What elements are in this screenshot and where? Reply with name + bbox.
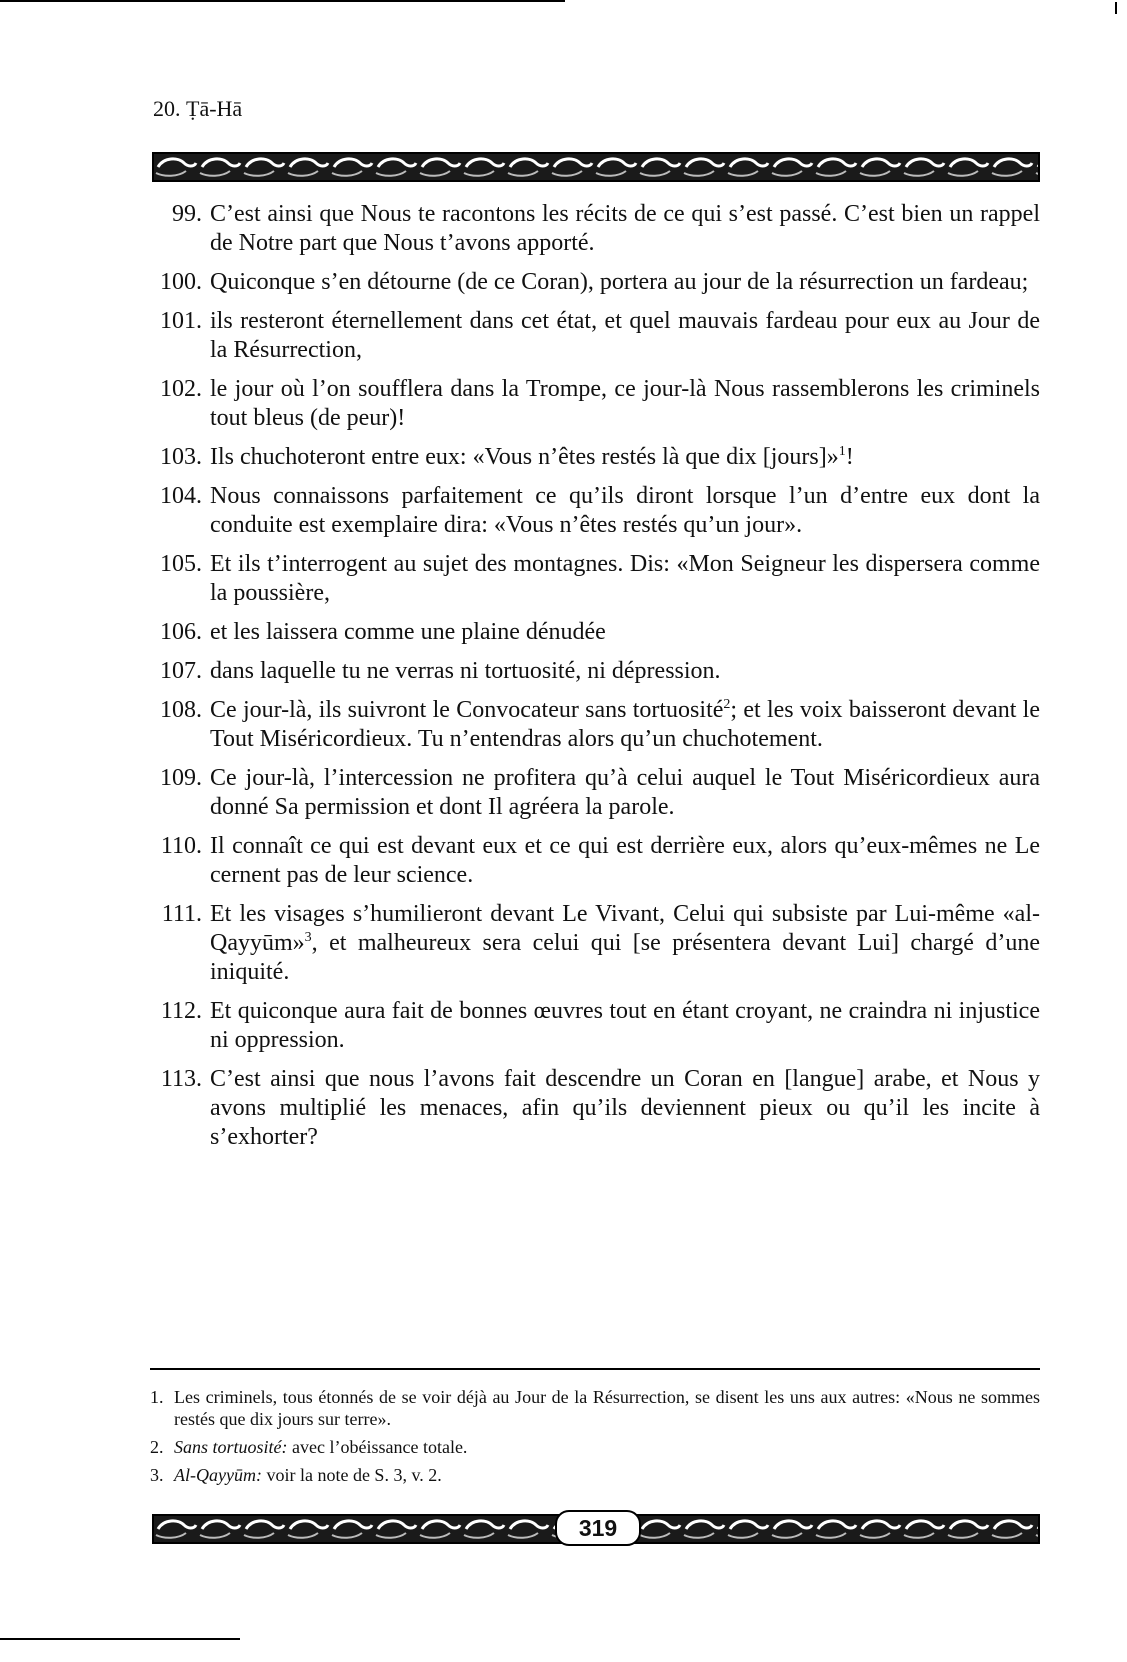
verse-number: 101. [160, 308, 202, 334]
footnote-number: 1. [150, 1387, 164, 1407]
verse-item [140, 443, 1040, 472]
verse-text: Ce jour-là, ils suivront le Convocateur sans tortuosité$^2$; et les voix baisseront devant le Tout Miséricordieux. Tu n’entendras alors qu’un chuchotement. [210, 697, 1040, 752]
footnote-ref[interactable]: 2 [723, 697, 731, 712]
verse-item [140, 200, 1040, 258]
scan-edge-top [0, 0, 565, 2]
verse-text: Et ils t’interrogent au sujet des montagnes. Dis: «Mon Seigneur les dispersera comme la poussière, [210, 551, 1040, 606]
verse-item [140, 997, 1040, 1055]
running-header: 20. Ṭā-Hā [153, 96, 243, 121]
verse-list [140, 200, 1040, 1162]
scan-edge-bottom [0, 1638, 240, 1640]
verse-number: 107. [160, 658, 202, 684]
page-number: 319 [555, 1510, 641, 1546]
verse-text: dans laquelle tu ne verras ni tortuosité, ni dépression. [210, 658, 721, 684]
verse-text: Ils chuchoteront entre eux: «Vous n’êtes restés là que dix [jours]»$^1$! [210, 444, 854, 470]
verse-text: C’est ainsi que Nous te racontons les récits de ce qui s’est passé. C’est bien un rappel de Notre part que Nous t’avons apporté. [210, 201, 1040, 256]
verse-number: 109. [160, 765, 202, 791]
verse-number: 99. [172, 201, 202, 227]
verse-text: Ce jour-là, l’intercession ne profitera qu’à celui auquel le Tout Miséricordieux aura donné Sa permission et dont Il agréera la parole. [210, 765, 1040, 820]
verse-item [140, 764, 1040, 822]
verse-number: 100. [160, 269, 202, 295]
footnote-separator [150, 1368, 1040, 1370]
verse-item [140, 832, 1040, 890]
verse-text: Quiconque s’en détourne (de ce Coran), portera au jour de la résurrection un fardeau; [210, 269, 1029, 295]
verse-text: le jour où l’on soufflera dans la Trompe, ce jour-là Nous rassemblerons les criminels tout bleus (de peur)! [210, 376, 1040, 431]
verse-item [140, 657, 1040, 686]
chain-border-ornament-icon [152, 152, 1040, 182]
verse-number: 108. [160, 697, 202, 723]
footnote-text: Al-Qayyūm: voir la note de S. 3, v. 2. [174, 1465, 442, 1485]
footnote-item [150, 1464, 1040, 1486]
scan-corner-mark [1115, 2, 1117, 14]
footnote-list [150, 1386, 1040, 1492]
verse-number: 112. [160, 998, 202, 1024]
verse-text: C’est ainsi que nous l’avons fait descendre un Coran en [langue] arabe, et Nous y avons multiplié les menaces, afin qu’ils deviennent pieux ou qu’il les incite à s’exhorter? [210, 1066, 1040, 1150]
verse-item [140, 900, 1040, 987]
footnote-number: 3. [150, 1465, 164, 1485]
footnote-text: Sans tortuosité: avec l’obéissance totale. [174, 1437, 468, 1457]
verse-item [140, 696, 1040, 754]
verse-number: 111. [161, 901, 202, 927]
verse-text: Il connaît ce qui est devant eux et ce qui est derrière eux, alors qu’eux-mêmes ne Le cernent pas de leur science. [210, 833, 1040, 888]
verse-text: ils resteront éternellement dans cet état, et quel mauvais fardeau pour eux au Jour de la Résurrection, [210, 308, 1040, 363]
verse-number: 103. [160, 444, 202, 470]
verse-item [140, 482, 1040, 540]
verse-text: Et quiconque aura fait de bonnes œuvres tout en étant croyant, ne craindra ni injustice ni oppression. [210, 998, 1040, 1053]
verse-number: 102. [160, 376, 202, 402]
verse-text: Nous connaissons parfaitement ce qu’ils diront lorsque l’un d’entre eux dont la conduite est exemplaire dira: «Vous n’êtes restés qu’un jour». [210, 483, 1040, 538]
footnote-text: Les criminels, tous étonnés de se voir déjà au Jour de la Résurrection, se disent les uns aux autres: «Nous ne sommes restés que dix jours sur terre». [174, 1387, 1040, 1429]
verse-item [140, 307, 1040, 365]
verse-number: 104. [160, 483, 202, 509]
verse-item [140, 268, 1040, 297]
footnote-item [150, 1436, 1040, 1458]
verse-number: 110. [160, 833, 202, 859]
verse-item [140, 1065, 1040, 1152]
verse-number: 113. [160, 1066, 202, 1092]
verse-number: 106. [160, 619, 202, 645]
footnote-number: 2. [150, 1437, 164, 1457]
verse-text: et les laissera comme une plaine dénudée [210, 619, 606, 645]
verse-item [140, 550, 1040, 608]
footnote-item [150, 1386, 1040, 1430]
verse-text: Et les visages s’humilieront devant Le Vivant, Celui qui subsiste par Lui-même «al-Qayyūm»$^3$, et malheureux sera celui qui [se présentera devant Lui] chargé d’une iniquité. [210, 901, 1040, 985]
verse-number: 105. [160, 551, 202, 577]
footnote-ref[interactable]: 3 [304, 930, 312, 945]
verse-item [140, 375, 1040, 433]
verse-item [140, 618, 1040, 647]
footnote-ref[interactable]: 1 [838, 444, 846, 459]
